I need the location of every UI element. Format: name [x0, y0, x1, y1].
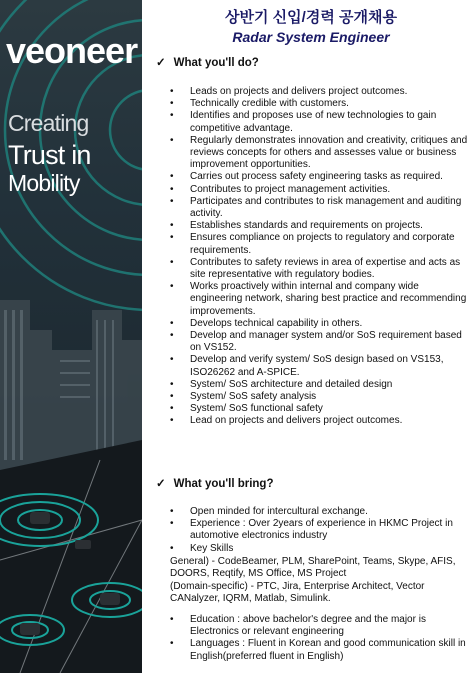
list-item: • Regularly demonstrates innovation and creativity, critiques and reviews concepts for others and assesses value or business improvement opportunities.: [168, 135, 468, 172]
list-item: • Education : above bachelor's degree and the major is Electronics or relevant engineering: [168, 614, 468, 638]
list-item: • System/ SoS functional safety: [168, 403, 468, 415]
veoneer-banner-image: [0, 0, 142, 673]
list-item: • System/ SoS architecture and detailed design: [168, 379, 468, 391]
list-item: • Contributes to project management activities.: [168, 184, 468, 196]
section-heading-what-you-do: [156, 55, 259, 69]
list-item: • Carries out process safety engineering tasks as required.: [168, 171, 468, 183]
tagline-line-3: Mobility: [8, 170, 80, 196]
list-item: • Develop and verify system/ SoS design based on VS153, ISO26262 and A-SPICE.: [168, 354, 468, 378]
veoneer-logo: veoneer: [6, 30, 138, 71]
list-item: • Experience : Over 2years of experience in HKMC Project in automotive electronics industry: [168, 518, 468, 542]
list-item: • Develops technical capability in others.: [168, 318, 468, 330]
list-item: • Languages : Fluent in Korean and good communication skill in English(preferred fluent in English): [168, 638, 468, 662]
city-radar-illustration: [0, 0, 142, 673]
checkmark-icon: ✓: [156, 478, 166, 490]
tagline-line-2: Trust in: [8, 140, 91, 170]
list-item: • Works proactively within internal and company wide engineering network, sharing best practice and recommending improvements.: [168, 281, 468, 318]
qualifications-list: [168, 506, 468, 555]
qualifications-list-continued: [168, 614, 468, 663]
list-item: • Contributes to safety reviews in area of expertise and acts as site representative with regulatory bodies.: [168, 257, 468, 281]
tagline-line-1: Creating: [8, 110, 89, 136]
list-item: • Open minded for intercultural exchange.: [168, 506, 468, 518]
responsibilities-list: [168, 86, 468, 428]
section-heading-text: What you'll do?: [173, 57, 259, 69]
list-item: • Lead on projects and delivers project outcomes.: [168, 415, 468, 427]
list-item: • Technically credible with customers.: [168, 98, 468, 110]
skills-general: General) - CodeBeamer, PLM, SharePoint, Teams, Skype, AFIS, DOORS, Reqtify, MS Office, MS Project: [170, 556, 456, 580]
list-item: • System/ SoS safety analysis: [168, 391, 468, 403]
list-item: • Develop and manager system and/or SoS requirement based on VS152.: [168, 330, 468, 354]
list-item: • Leads on projects and delivers project outcomes.: [168, 86, 468, 98]
list-item: • Key Skills: [168, 543, 468, 555]
list-item: • Participates and contributes to risk management and auditing activity.: [168, 196, 468, 220]
list-item: • Ensures compliance on projects to regulatory and corporate requirements.: [168, 232, 468, 256]
job-title: Radar System Engineer: [232, 29, 390, 45]
list-item: • Establishes standards and requirements on projects.: [168, 220, 468, 232]
section-heading-what-you-bring: [156, 476, 273, 490]
checkmark-icon: ✓: [156, 57, 166, 69]
section-heading-text: What you'll bring?: [173, 478, 274, 490]
recruitment-title: 상반기 신입/경력 공개채용: [225, 9, 397, 26]
list-item: • Identifies and proposes use of new technologies to gain competitive advantage.: [168, 110, 468, 134]
skills-domain-specific: (Domain-specific) - PTC, Jira, Enterprise Architect, Vector CANalyzer, IQRM, Matlab, Simulink.: [170, 581, 425, 605]
